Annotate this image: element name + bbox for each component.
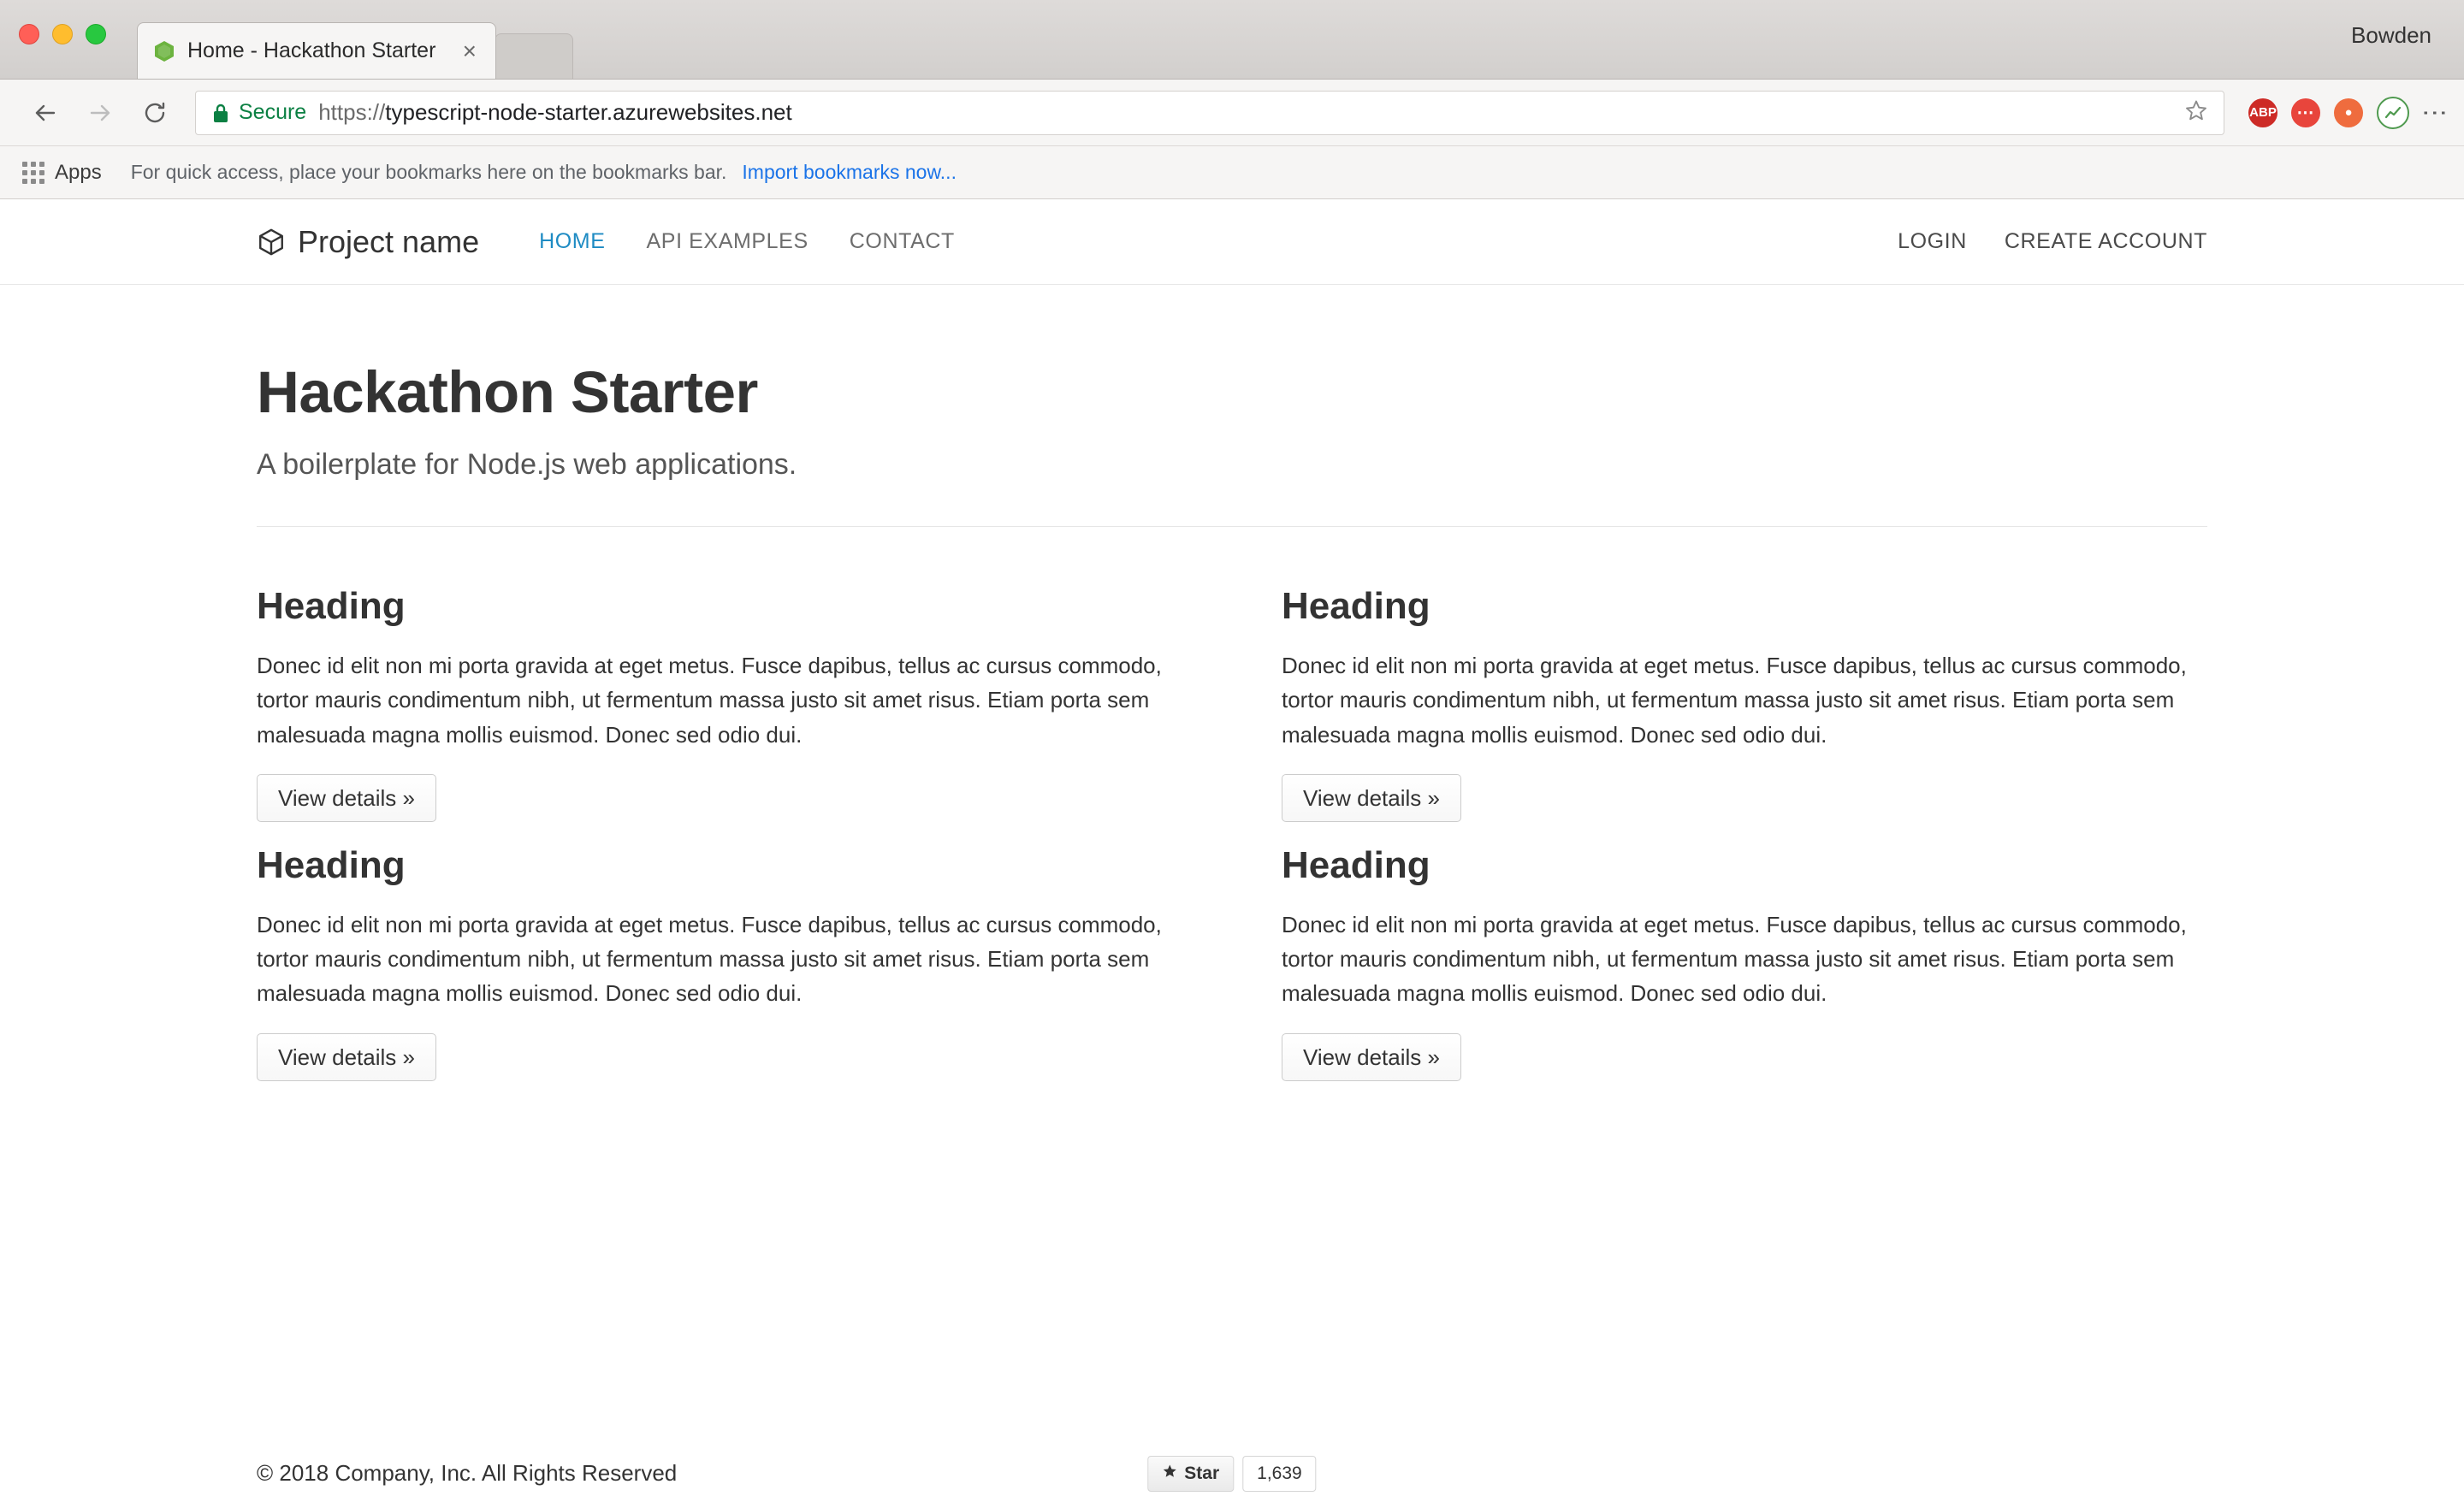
github-star-button[interactable] bbox=[1147, 1456, 1234, 1492]
view-details-button[interactable]: View details » bbox=[1282, 774, 1461, 822]
card-heading: Heading bbox=[257, 843, 406, 886]
feature-card bbox=[1282, 566, 2207, 825]
card-body: Donec id elit non mi porta gravida at eget metus. Fusce dapibus, tellus ac cursus commodo, tortor mauris condimentum nibh, ut fermentum massa justo sit amet risus. Etiam porta sem malesuada magna mollis euismod. Donec sed odio dui. bbox=[1282, 653, 2187, 748]
card-body: Donec id elit non mi porta gravida at eget metus. Fusce dapibus, tellus ac cursus commodo, tortor mauris condimentum nibh, ut fermentum massa justo sit amet risus. Etiam porta sem malesuada magna mollis euismod. Donec sed odio dui. bbox=[257, 653, 1162, 748]
dots-extension-icon[interactable]: ⋯ bbox=[2291, 98, 2320, 127]
address-bar[interactable] bbox=[195, 91, 2224, 135]
star-icon bbox=[1162, 1464, 1177, 1484]
tab-close-icon[interactable]: × bbox=[462, 37, 477, 64]
lock-icon bbox=[211, 102, 230, 124]
bookmarks-bar bbox=[0, 146, 2464, 199]
url-text bbox=[318, 99, 792, 126]
close-window-button[interactable] bbox=[19, 24, 39, 44]
apps-label: Apps bbox=[55, 160, 102, 184]
star-label: Star bbox=[1184, 1463, 1220, 1483]
card-heading: Heading bbox=[1282, 843, 1430, 886]
secure-label: Secure bbox=[239, 100, 307, 124]
view-details-button[interactable]: View details » bbox=[1282, 1033, 1461, 1081]
profile-name[interactable]: Bowden bbox=[2351, 22, 2431, 48]
bookmark-star-icon[interactable] bbox=[2184, 98, 2208, 127]
maximize-window-button[interactable] bbox=[86, 24, 106, 44]
nav-item-api-examples[interactable]: API EXAMPLES bbox=[646, 229, 808, 253]
card-heading: Heading bbox=[1282, 585, 1430, 627]
chart-extension-icon[interactable] bbox=[2377, 97, 2409, 129]
card-heading: Heading bbox=[257, 585, 406, 627]
secondary-nav bbox=[1860, 229, 2207, 254]
extensions-area bbox=[2248, 97, 2409, 129]
brand-label: Project name bbox=[298, 223, 480, 259]
browser-toolbar bbox=[0, 80, 2464, 146]
site-navbar bbox=[0, 199, 2464, 285]
url-scheme: https:// bbox=[318, 99, 386, 125]
url-host: typescript-node-starter.azurewebsites.net bbox=[385, 99, 792, 125]
node-hexagon-icon bbox=[153, 40, 175, 62]
site-footer bbox=[0, 1460, 2464, 1487]
reload-icon[interactable] bbox=[132, 90, 178, 136]
forward-icon bbox=[77, 90, 123, 136]
primary-nav bbox=[518, 229, 975, 254]
back-icon[interactable] bbox=[22, 90, 68, 136]
section-divider bbox=[257, 526, 2207, 527]
nav-item-create-account[interactable]: CREATE ACCOUNT bbox=[2004, 229, 2207, 253]
apps-shortcut[interactable] bbox=[22, 161, 102, 185]
window-controls[interactable] bbox=[19, 24, 106, 44]
ghostery-icon[interactable]: ● bbox=[2334, 98, 2363, 127]
feature-card bbox=[1282, 825, 2207, 1085]
chrome-menu-icon[interactable]: ⋮ bbox=[2420, 99, 2449, 126]
github-star-widget[interactable] bbox=[1147, 1456, 1316, 1492]
browser-titlebar bbox=[0, 0, 2464, 80]
apps-grid-icon bbox=[22, 162, 44, 184]
copyright-text: © 2018 Company, Inc. All Rights Reserved bbox=[257, 1460, 678, 1486]
feature-card bbox=[257, 566, 1182, 825]
new-tab-button[interactable] bbox=[495, 33, 573, 79]
nav-item-login[interactable]: LOGIN bbox=[1898, 229, 1967, 253]
feature-card bbox=[257, 825, 1182, 1085]
tab-strip bbox=[137, 0, 573, 79]
github-star-count[interactable]: 1,639 bbox=[1242, 1456, 1317, 1492]
browser-tab-active[interactable] bbox=[137, 22, 496, 79]
minimize-window-button[interactable] bbox=[52, 24, 73, 44]
feature-grid bbox=[257, 566, 2207, 1085]
page-viewport bbox=[0, 199, 2464, 1502]
bookmarks-hint: For quick access, place your bookmarks here on the bookmarks bar. bbox=[130, 161, 727, 183]
import-bookmarks-link[interactable]: Import bookmarks now... bbox=[742, 161, 957, 183]
nav-item-home[interactable]: HOME bbox=[539, 229, 606, 253]
page-title: Hackathon Starter bbox=[257, 359, 758, 425]
nav-item-contact[interactable]: CONTACT bbox=[849, 229, 955, 253]
view-details-button[interactable]: View details » bbox=[257, 1033, 436, 1081]
box-icon bbox=[257, 228, 286, 257]
card-body: Donec id elit non mi porta gravida at eget metus. Fusce dapibus, tellus ac cursus commodo, tortor mauris condimentum nibh, ut fermentum massa justo sit amet risus. Etiam porta sem malesuada magna mollis euismod. Donec sed odio dui. bbox=[1282, 911, 2187, 1007]
page-subtitle: A boilerplate for Node.js web applications. bbox=[257, 448, 797, 481]
adblock-plus-icon[interactable]: ABP bbox=[2248, 98, 2277, 127]
card-body: Donec id elit non mi porta gravida at eget metus. Fusce dapibus, tellus ac cursus commodo, tortor mauris condimentum nibh, ut fermentum massa justo sit amet risus. Etiam porta sem malesuada magna mollis euismod. Donec sed odio dui. bbox=[257, 911, 1162, 1007]
site-brand[interactable] bbox=[257, 224, 479, 260]
tab-title: Home - Hackathon Starter bbox=[187, 38, 436, 62]
page-container bbox=[0, 358, 2464, 1085]
view-details-button[interactable]: View details » bbox=[257, 774, 436, 822]
